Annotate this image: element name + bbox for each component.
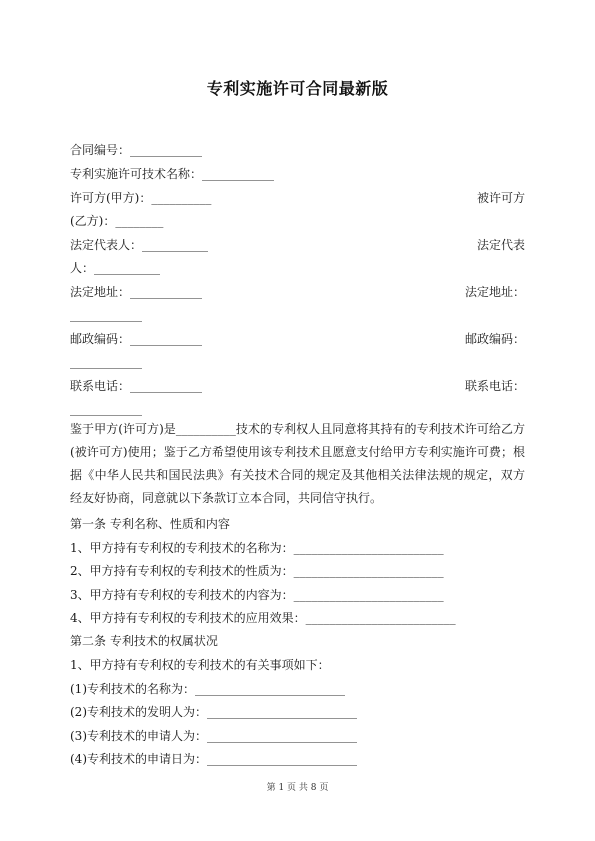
preamble-paragraph: 鉴于甲方(许可方)是__________技术的专利权人且同意将其持有的专利技术许可给乙方(被许可方)使用；鉴于乙方希望使用该专利技术且愿意支付给甲方专利实施许可费；根据《中华人民共和国民法典》有关技术合同的规定及其他相关法律法规的规定，双方经友好协商，同意就以下条款订立本合同，共同信守执行。 (70, 422, 525, 505)
page-number-footer: 第 1 页 共 8 页 (266, 783, 329, 793)
phone-row (70, 378, 525, 394)
representative-right: 法定代表 (476, 238, 525, 252)
representative-value: 人：___________ (70, 261, 161, 275)
address-left: 法定地址：____________ (70, 285, 203, 299)
postcode-left: 邮政编码：____________ (70, 332, 203, 346)
article-1-item: 1、甲方持有专利权的专利技术的名称为：_________________________ (70, 541, 444, 555)
phone-value: ____________ (70, 402, 142, 416)
phone-left: 联系电话：____________ (70, 379, 203, 393)
representative-left: 法定代表人：___________ (70, 238, 209, 252)
address-value: ____________ (70, 308, 142, 322)
party-row (70, 190, 525, 206)
article-1-item: 2、甲方持有专利权的专利技术的性质为：_________________________ (70, 564, 444, 578)
phone-right: 联系电话： (464, 379, 525, 393)
licensor-field: 许可方(甲方)：__________ (70, 191, 212, 205)
licensee-field: (乙方)：________ (70, 214, 164, 228)
article-1-item: 4、甲方持有专利权的专利技术的应用效果：_________________________ (70, 611, 456, 625)
technology-name-field: 专利实施许可技术名称：____________ (70, 167, 275, 181)
article-2-item: (4)专利技术的申请日为：_________________________ (70, 752, 357, 766)
postcode-right: 邮政编码： (464, 332, 525, 346)
address-right: 法定地址： (464, 285, 525, 299)
article-2-heading: 第二条 专利技术的权属状况 (70, 634, 218, 648)
article-1-item: 3、甲方持有专利权的专利技术的内容为：_________________________ (70, 588, 444, 602)
representative-row (70, 237, 525, 253)
licensee-label: 被许可方 (476, 191, 525, 205)
article-2-item: (2)专利技术的发明人为：_________________________ (70, 705, 357, 719)
postcode-row (70, 331, 525, 347)
document-title: 专利实施许可合同最新版 (206, 79, 389, 98)
address-row (70, 284, 525, 300)
article-2-intro: 1、甲方持有专利权的专利技术的有关事项如下： (70, 658, 330, 672)
article-1-heading: 第一条 专利名称、性质和内容 (70, 517, 230, 531)
article-2-item: (1)专利技术的名称为：_________________________ (70, 682, 345, 696)
article-2-item: (3)专利技术的申请人为：_________________________ (70, 729, 357, 743)
postcode-value: ____________ (70, 355, 142, 369)
contract-number-field: 合同编号：____________ (70, 143, 203, 157)
